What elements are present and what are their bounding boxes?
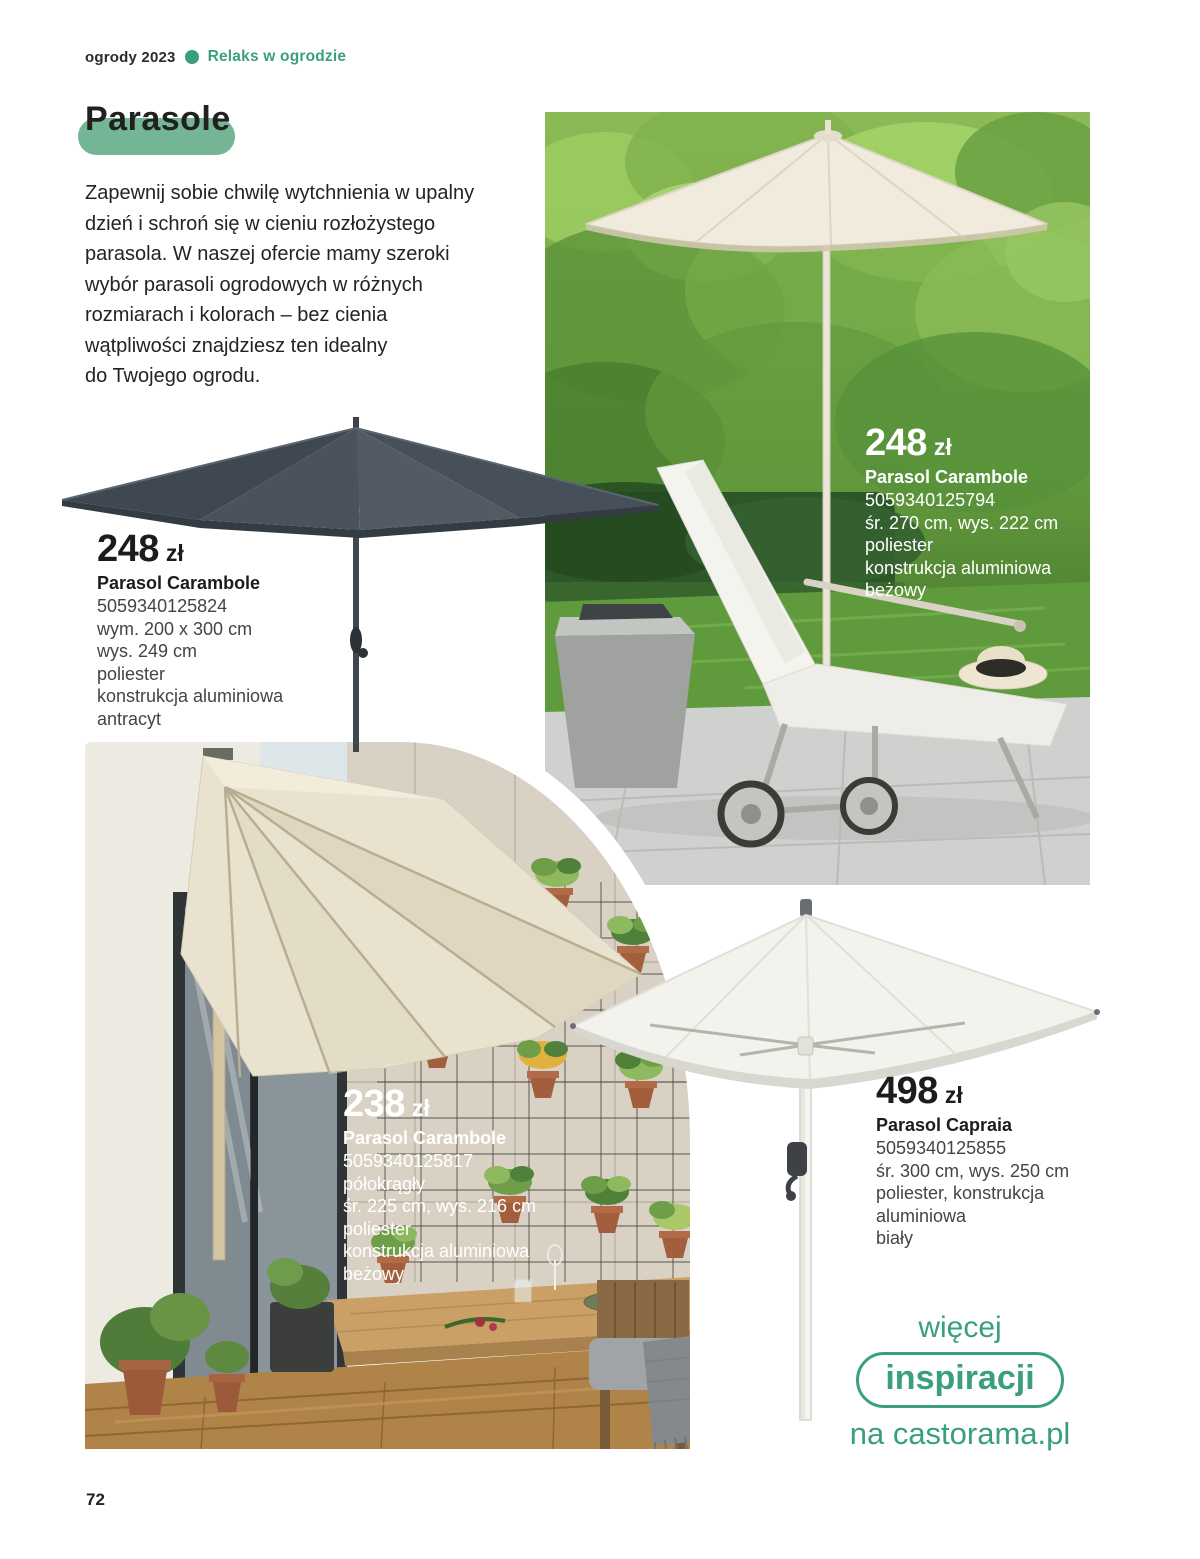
product-spec-line: beżowy xyxy=(343,1263,405,1284)
product-spec-line: konstrukcja aluminiowa xyxy=(865,557,1052,578)
cta-website-link[interactable]: na castorama.pl xyxy=(849,1416,1071,1451)
product-spec-line: aluminiowa xyxy=(876,1205,967,1226)
cta-line-1: więcej xyxy=(918,1311,1002,1344)
product-name: Parasol Carambole xyxy=(97,573,261,593)
price-amount: 248 xyxy=(97,528,159,570)
product-info-carambole-antracyt xyxy=(97,530,283,731)
product-info-carambole-bezowy xyxy=(865,424,1058,602)
price xyxy=(97,530,283,568)
price-currency: zł xyxy=(411,1095,430,1121)
section-label: Relaks w ogrodzie xyxy=(207,48,347,65)
product-sku: 5059340125824 xyxy=(97,596,228,616)
intro-line: parasola. W naszej ofercie mamy szeroki xyxy=(85,243,450,265)
product-sku: 5059340125817 xyxy=(343,1151,474,1171)
product-sku: 5059340125794 xyxy=(865,490,996,510)
product-name: Parasol Capraia xyxy=(876,1115,1013,1135)
product-spec-line: konstrukcja aluminiowa xyxy=(343,1241,530,1262)
product-specs xyxy=(876,1160,1069,1250)
product-name: Parasol Carambole xyxy=(865,467,1029,487)
product-spec-line: konstrukcja aluminiowa xyxy=(97,686,284,707)
product-spec-line: półokrągły xyxy=(343,1173,426,1194)
cta-pill: inspiracji xyxy=(856,1352,1063,1408)
product-spec-line: poliester xyxy=(97,663,166,684)
product-name: Parasol Carambole xyxy=(343,1128,507,1148)
product-info-carambole-polokragy xyxy=(343,1085,536,1286)
cta-inspiration xyxy=(810,1310,1110,1452)
price xyxy=(343,1085,536,1123)
intro-line: wątpliwości znajdziesz ten idealny xyxy=(85,334,388,357)
intro-line: rozmiarach i kolorach – bez cienia xyxy=(85,304,388,326)
product-spec-line: poliester xyxy=(343,1218,412,1239)
page-header xyxy=(85,48,346,66)
intro-line: Zapewnij sobie chwilę wytchnienia w upalny xyxy=(85,182,475,204)
price-currency: zł xyxy=(944,1082,963,1108)
product-specs xyxy=(865,512,1058,602)
price-amount: 238 xyxy=(343,1083,405,1125)
product-spec-line: wym. 200 x 300 cm xyxy=(97,618,253,639)
intro-line: do Twojego ogrodu. xyxy=(85,365,261,387)
price xyxy=(876,1072,1069,1110)
product-spec-line: biały xyxy=(876,1228,914,1249)
page-title: Parasole xyxy=(85,100,231,138)
product-spec-line: śr. 225 cm, wys. 216 cm xyxy=(343,1196,537,1217)
product-specs xyxy=(97,618,283,731)
price-currency: zł xyxy=(165,540,184,566)
intro-paragraph xyxy=(85,178,474,392)
price-amount: 498 xyxy=(876,1070,938,1112)
section-title xyxy=(78,100,231,139)
product-specs xyxy=(343,1173,536,1286)
intro-line: dzień i schroń się w cieniu rozłożystego xyxy=(85,212,436,235)
product-spec-line: śr. 270 cm, wys. 222 cm xyxy=(865,512,1059,533)
product-spec-line: wys. 249 cm xyxy=(97,641,198,662)
product-spec-line: poliester xyxy=(865,535,934,556)
price xyxy=(865,424,1058,462)
product-info-capraia xyxy=(876,1072,1069,1250)
product-spec-line: poliester, konstrukcja xyxy=(876,1183,1045,1204)
price-currency: zł xyxy=(933,434,952,460)
intro-line: wybór parasoli ogrodowych w różnych xyxy=(85,273,423,296)
section-bullet-icon xyxy=(185,50,199,64)
product-sku: 5059340125855 xyxy=(876,1138,1007,1158)
product-spec-line: śr. 300 cm, wys. 250 cm xyxy=(876,1160,1070,1181)
price-amount: 248 xyxy=(865,422,927,464)
product-spec-line: beżowy xyxy=(865,580,927,601)
catalog-label: ogrody 2023 xyxy=(85,48,176,66)
page-number: 72 xyxy=(86,1490,105,1509)
product-spec-line: antracyt xyxy=(97,708,162,729)
